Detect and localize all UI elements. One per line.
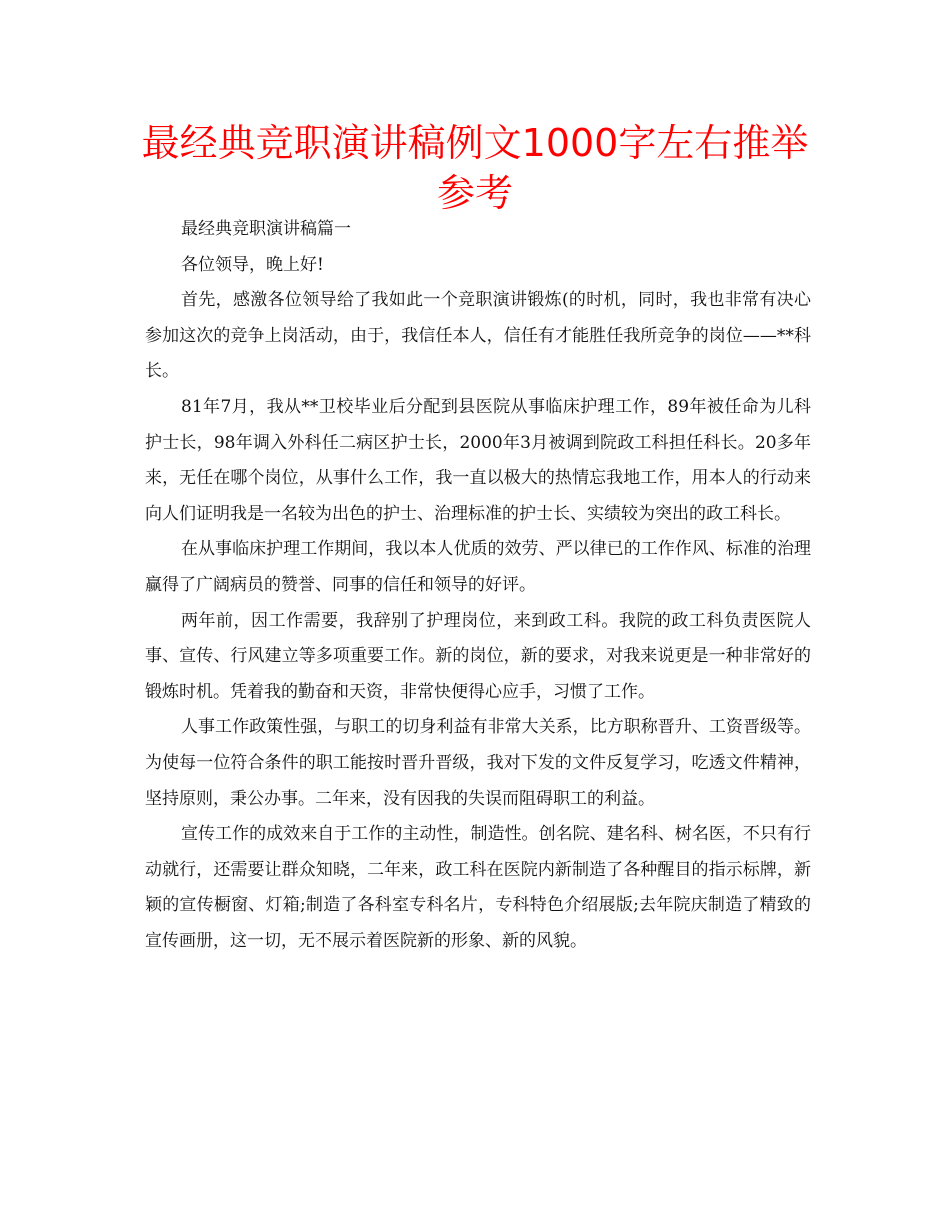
document-title: 最经典竞职演讲稿例文1000字左右推举参考: [141, 121, 809, 215]
paragraph: 最经典竞职演讲稿篇一: [181, 219, 351, 239]
paragraph: 各位领导，晚上好!: [181, 254, 324, 275]
paragraph: 在从事临床护理工作期间，我以本人优质的效劳、严以律已的工作作风、标准的治理赢得了广阔病员的赞誉、同事的信任和领导的好评。: [145, 539, 811, 595]
paragraph: 人事工作政策性强，与职工的切身利益有非常大关系，比方职称晋升、工资晋级等。为使每一位符合条件的职工能按时晋升晋级，我对下发的文件反复学习，吃透文件精神，坚持原则，秉公办事。二年来，没有因我的失误而阻碍职工的利益。: [145, 717, 811, 809]
paragraph: 首先，感激各位领导给了我如此一个竞职演讲锻炼(的时机，同时，我也非常有决心参加这次的竞争上岗活动，由于，我信任本人，信任有才能胜任我所竞争的岗位——**科长。: [145, 290, 811, 382]
paragraph: 宣传工作的成效来自于工作的主动性，制造性。创名院、建名科、树名医，不只有行动就行，还需要让群众知晓，二年来，政工科在医院内新制造了各种醒目的指示标牌，新颖的宣传橱窗、灯箱;制造了各科室专科名片，专科特色介绍展版;去年院庆制造了精致的宣传画册，这一切，无不展示着医院新的形象、新的风貌。: [145, 824, 811, 951]
paragraph: 81年7月，我从**卫校毕业后分配到县医院从事临床护理工作，89年被任命为儿科护士长，98年调入外科任二病区护士长，2000年3月被调到院政工科担任科长。20多年来，无任在哪个岗位，从事什么工作，我一直以极大的热情忘我地工作，用本人的行动来向人们证明我是一名较为出色的护士、治理标准的护士长、实绩较为突出的政工科长。: [145, 396, 811, 524]
paragraph: 两年前，因工作需要，我辞别了护理岗位，来到政工科。我院的政工科负责医院人事、宣传、行风建立等多项重要工作。新的岗位，新的要求，对我来说更是一种非常好的锻炼时机。凭着我的勤奋和天资，非常快便得心应手，习惯了工作。: [145, 610, 811, 702]
document-body: [145, 212, 811, 959]
